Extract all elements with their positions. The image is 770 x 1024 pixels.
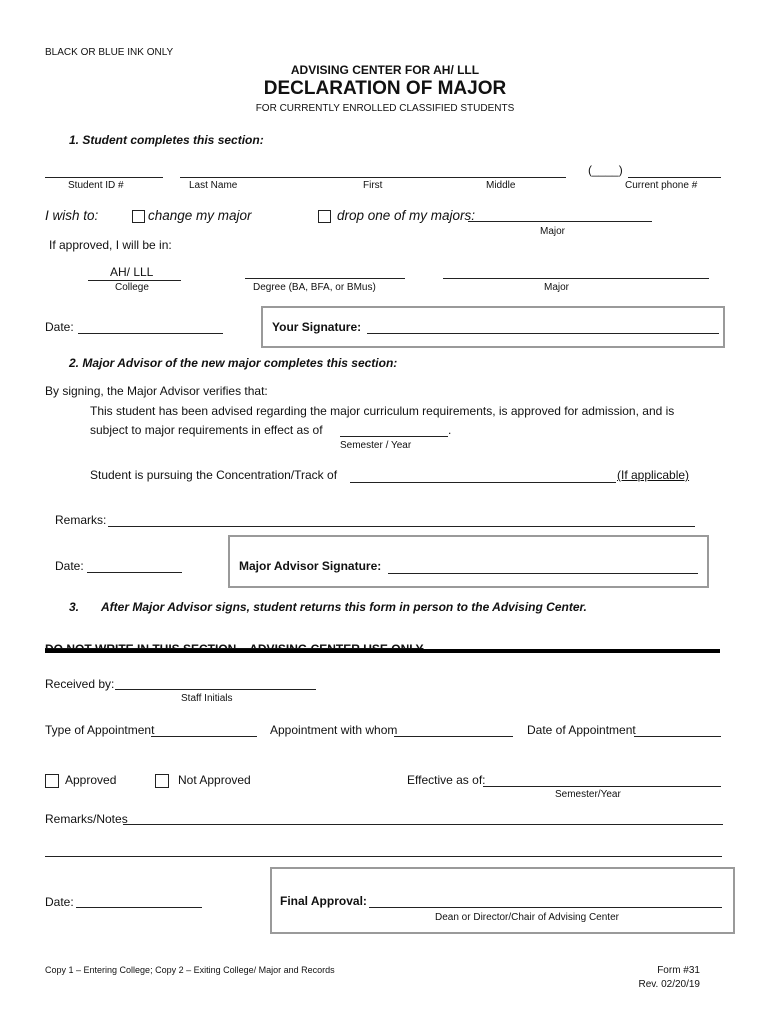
received-by-line[interactable] [115,689,316,690]
advisor-signature-label: Major Advisor Signature: [239,559,382,573]
appointment-date-label: Date of Appointment [527,723,636,737]
drop-major-checkbox[interactable] [318,210,331,223]
student-signature-line[interactable] [367,333,719,334]
appointment-type-label: Type of Appointment [45,723,155,737]
appointment-with-label: Appointment with whom [270,723,398,737]
footer-copies: Copy 1 – Entering College; Copy 2 – Exiting College/ Major and Records [45,965,335,975]
effective-semester-caption: Semester/Year [555,789,621,800]
verify-line-2: subject to major requirements in effect as of [90,423,323,437]
verify-line-1: This student has been advised regarding the major curriculum requirements, is approved for admission, and is [90,404,675,418]
if-applicable-label: (If applicable) [617,468,690,482]
appointment-with-line[interactable] [394,736,513,737]
drop-major-line[interactable] [468,221,652,222]
college-line[interactable] [88,280,181,281]
phone-line[interactable] [628,177,721,178]
phone-area-code: (____) [588,163,623,177]
page-title [0,78,770,100]
appointment-type-line[interactable] [151,736,257,737]
section3-text: After Major Advisor signs, student returns this form in person to the Advising Center. [101,600,587,614]
change-major-label: change my major [148,208,252,223]
degree-line[interactable] [245,278,405,279]
section2-heading: 2. Major Advisor of the new major completes this section: [69,356,398,370]
college-label: College [115,282,149,293]
semester-year-caption: Semester / Year [340,440,412,451]
not-approved-checkbox[interactable] [155,774,169,788]
advisor-date-line[interactable] [87,572,182,573]
center-name [0,63,770,77]
office-date-label: Date: [45,895,74,909]
final-approval-label: Final Approval: [280,894,367,908]
student-id-label: Student ID # [68,180,124,191]
remarks-notes-line-2[interactable] [45,856,722,857]
staff-initials-caption: Staff Initials [181,693,233,704]
advisor-remarks-line[interactable] [108,526,695,527]
not-approved-label: Not Approved [178,773,251,787]
major-line[interactable] [443,278,709,279]
drop-major-label: drop one of my majors: [337,208,476,223]
semester-year-line[interactable] [340,436,448,437]
verify-intro: By signing, the Major Advisor verifies that: [45,384,268,398]
ink-note: BLACK OR BLUE INK ONLY [45,47,174,58]
student-date-line[interactable] [78,333,223,334]
final-approval-line[interactable] [369,907,722,908]
footer-form-number: Form #31 [657,965,700,976]
approved-checkbox[interactable] [45,774,59,788]
middle-name-label: Middle [486,180,516,191]
received-by-label: Received by: [45,677,115,691]
advisor-remarks-label: Remarks: [55,513,107,527]
concentration-label: Student is pursuing the Concentration/Track of [90,468,338,482]
advisor-signature-line[interactable] [388,573,698,574]
effective-as-of-line[interactable] [483,786,721,787]
section3-number: 3. [69,600,80,614]
major-label: Major [544,282,570,293]
concentration-line[interactable] [350,482,616,483]
wish-to-label: I wish to: [45,208,99,223]
drop-major-caption: Major [540,226,566,237]
advisor-date-label: Date: [55,559,84,573]
college-value: AH/ LLL [110,265,154,279]
student-id-line[interactable] [45,177,163,178]
approved-label: Approved [65,773,117,787]
student-date-label: Date: [45,320,74,334]
effective-as-of-label: Effective as of: [407,773,486,787]
advisor-signature-box [228,535,709,588]
last-name-label: Last Name [189,180,238,191]
center-name-text: ADVISING CENTER FOR AH/ LLL [290,63,480,77]
name-line[interactable] [180,177,566,178]
first-name-label: First [363,180,383,191]
final-approval-caption: Dean or Director/Chair of Advising Center [435,912,619,923]
office-date-line[interactable] [76,907,202,908]
student-signature-label: Your Signature: [272,320,362,334]
student-signature-box [261,306,725,348]
page-subtitle [0,103,770,114]
appointment-date-line[interactable] [634,736,721,737]
if-approved-label: If approved, I will be in: [49,238,172,252]
change-major-checkbox[interactable] [132,210,145,223]
footer-revision: Rev. 02/20/19 [638,979,700,990]
degree-label: Degree (BA, BFA, or BMus) [253,282,376,293]
section1-heading: 1. Student completes this section: [69,133,264,147]
remarks-notes-line-1[interactable] [123,824,723,825]
office-use-divider [45,649,720,653]
page-subtitle-text: FOR CURRENTLY ENROLLED CLASSIFIED STUDENTS [255,103,515,114]
remarks-notes-label: Remarks/Notes [45,812,128,826]
phone-label: Current phone # [625,180,698,191]
page-title-text: DECLARATION OF MAJOR [263,78,507,99]
verify-period: . [448,423,452,437]
final-approval-box [270,867,735,934]
